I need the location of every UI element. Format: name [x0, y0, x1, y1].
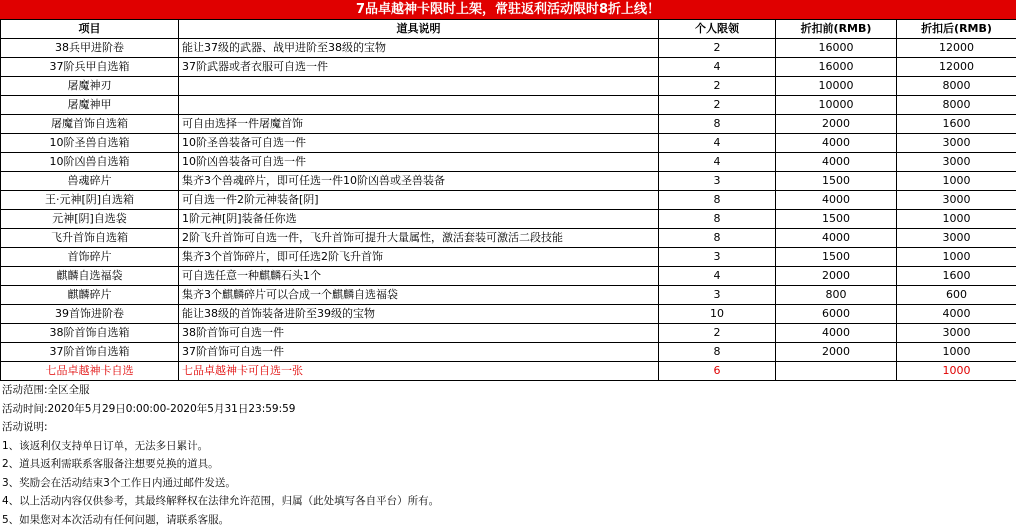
- cell-price-after: 1000: [897, 248, 1016, 267]
- cell-desc: 10阶圣兽装备可自选一件: [179, 134, 659, 153]
- col-header-limit: 个人限领: [659, 20, 776, 39]
- table-row: [1, 191, 1016, 210]
- cell-limit: 6: [659, 362, 776, 381]
- note-item: 2、道具返利需联系客服备注想要兑换的道具。: [2, 455, 1012, 474]
- table-row: [1, 305, 1016, 324]
- cell-limit: 2: [659, 96, 776, 115]
- note-heading: 活动说明:: [2, 418, 1012, 437]
- cell-price-after: 8000: [897, 77, 1016, 96]
- note-scope: 活动范围:全区全服: [2, 381, 1012, 400]
- cell-limit: 2: [659, 39, 776, 58]
- cell-desc: 1阶元神[阴]装备任你选: [179, 210, 659, 229]
- table-row: [1, 77, 1016, 96]
- cell-desc: 10阶凶兽装备可自选一件: [179, 153, 659, 172]
- cell-item: 38兵甲进阶卷: [1, 39, 179, 58]
- cell-item: 38阶首饰自选箱: [1, 324, 179, 343]
- cell-item: 元神[阴]自选袋: [1, 210, 179, 229]
- cell-desc: 38阶首饰可自选一件: [179, 324, 659, 343]
- cell-limit: 8: [659, 210, 776, 229]
- cell-item: 37阶首饰自选箱: [1, 343, 179, 362]
- cell-item: 麒麟碎片: [1, 286, 179, 305]
- cell-desc: 能让38级的首饰装备进阶至39级的宝物: [179, 305, 659, 324]
- cell-price-before: 4000: [776, 134, 897, 153]
- cell-price-after: 12000: [897, 58, 1016, 77]
- cell-limit: 8: [659, 115, 776, 134]
- note-item: 5、如果您对本次活动有任何问题，请联系客服。: [2, 511, 1012, 529]
- col-header-desc: 道具说明: [179, 20, 659, 39]
- cell-item: 39首饰进阶卷: [1, 305, 179, 324]
- cell-price-before: 10000: [776, 96, 897, 115]
- cell-price-after: 1000: [897, 172, 1016, 191]
- col-header-item: 项目: [1, 20, 179, 39]
- cell-price-before: 2000: [776, 267, 897, 286]
- cell-desc: 集齐3个首饰碎片，即可任选2阶飞升首饰: [179, 248, 659, 267]
- cell-desc: 可自选一件2阶元神装备[阴]: [179, 191, 659, 210]
- cell-price-before: 1500: [776, 210, 897, 229]
- cell-limit: 10: [659, 305, 776, 324]
- cell-price-after: 12000: [897, 39, 1016, 58]
- cell-price-after: 1000: [897, 210, 1016, 229]
- table-row: [1, 267, 1016, 286]
- cell-desc: [179, 96, 659, 115]
- cell-item: 10阶圣兽自选箱: [1, 134, 179, 153]
- cell-desc: 可自由选择一件屠魔首饰: [179, 115, 659, 134]
- table-header-row: [1, 20, 1016, 39]
- cell-desc: 七品卓越神卡可自选一张: [179, 362, 659, 381]
- activity-notes: [2, 381, 1012, 529]
- cell-desc: 集齐3个麒麟碎片可以合成一个麒麟自选福袋: [179, 286, 659, 305]
- cell-limit: 3: [659, 286, 776, 305]
- cell-limit: 4: [659, 267, 776, 286]
- cell-limit: 4: [659, 58, 776, 77]
- cell-item: 屠魔神刃: [1, 77, 179, 96]
- table-row: [1, 229, 1016, 248]
- cell-limit: 2: [659, 77, 776, 96]
- cell-item: 屠魔首饰自选箱: [1, 115, 179, 134]
- table-row: [1, 172, 1016, 191]
- cell-desc: 集齐3个兽魂碎片，即可任选一件10阶凶兽或圣兽装备: [179, 172, 659, 191]
- cell-price-after: 4000: [897, 305, 1016, 324]
- rebate-items-table: [0, 19, 1016, 381]
- cell-price-before: 4000: [776, 153, 897, 172]
- cell-price-after: 3000: [897, 324, 1016, 343]
- cell-price-after: 3000: [897, 153, 1016, 172]
- cell-price-before: 1500: [776, 248, 897, 267]
- cell-item: 37阶兵甲自选箱: [1, 58, 179, 77]
- table-row: [1, 96, 1016, 115]
- cell-price-before: 4000: [776, 324, 897, 343]
- cell-price-after: 1600: [897, 267, 1016, 286]
- note-item: 3、奖励会在活动结束3个工作日内通过邮件发送。: [2, 474, 1012, 493]
- cell-price-after: 8000: [897, 96, 1016, 115]
- col-header-price-after: 折扣后(RMB): [897, 20, 1016, 39]
- cell-item: 麒麟自选福袋: [1, 267, 179, 286]
- cell-price-before: 10000: [776, 77, 897, 96]
- cell-price-before: 800: [776, 286, 897, 305]
- cell-price-after: 1000: [897, 343, 1016, 362]
- table-row: [1, 153, 1016, 172]
- table-row: [1, 39, 1016, 58]
- cell-price-before: 16000: [776, 58, 897, 77]
- cell-item: 七品卓越神卡自选: [1, 362, 179, 381]
- promo-banner: 7品卓越神卡限时上架，常驻返利活动限时8折上线！: [0, 0, 1016, 19]
- cell-price-before: 4000: [776, 229, 897, 248]
- cell-price-after: 1600: [897, 115, 1016, 134]
- table-row: [1, 58, 1016, 77]
- cell-price-before: 2000: [776, 115, 897, 134]
- table-row: [1, 115, 1016, 134]
- cell-price-after: 3000: [897, 191, 1016, 210]
- cell-price-after: 1000: [897, 362, 1016, 381]
- table-row: [1, 362, 1016, 381]
- cell-limit: 2: [659, 324, 776, 343]
- cell-price-after: 3000: [897, 229, 1016, 248]
- cell-price-before: [776, 362, 897, 381]
- cell-limit: 4: [659, 134, 776, 153]
- cell-price-before: 1500: [776, 172, 897, 191]
- cell-limit: 8: [659, 191, 776, 210]
- cell-item: 10阶凶兽自选箱: [1, 153, 179, 172]
- table-row: [1, 343, 1016, 362]
- table-row: [1, 286, 1016, 305]
- cell-price-before: 2000: [776, 343, 897, 362]
- note-item: 1、该返利仅支持单日订单，无法多日累计。: [2, 437, 1012, 456]
- cell-item: 屠魔神甲: [1, 96, 179, 115]
- cell-item: 王·元神[阴]自选箱: [1, 191, 179, 210]
- cell-desc: 2阶飞升首饰可自选一件，飞升首饰可提升大量属性，激活套装可激活二段技能: [179, 229, 659, 248]
- cell-limit: 3: [659, 248, 776, 267]
- table-row: [1, 134, 1016, 153]
- table-row: [1, 210, 1016, 229]
- note-item: 4、以上活动内容仅供参考，其最终解释权在法律允许范围，归属（此处填写各自平台）所有。: [2, 492, 1012, 511]
- note-time: 活动时间:2020年5月29日0:00:00-2020年5月31日23:59:59: [2, 400, 1012, 419]
- cell-price-after: 3000: [897, 134, 1016, 153]
- cell-item: 兽魂碎片: [1, 172, 179, 191]
- cell-desc: 能让37级的武器、战甲进阶至38级的宝物: [179, 39, 659, 58]
- cell-desc: 可自选任意一种麒麟石头1个: [179, 267, 659, 286]
- cell-price-before: 6000: [776, 305, 897, 324]
- cell-price-after: 600: [897, 286, 1016, 305]
- cell-limit: 8: [659, 343, 776, 362]
- cell-desc: 37阶武器或者衣服可自选一件: [179, 58, 659, 77]
- table-row: [1, 248, 1016, 267]
- cell-item: 首饰碎片: [1, 248, 179, 267]
- cell-price-before: 4000: [776, 191, 897, 210]
- cell-item: 飞升首饰自选箱: [1, 229, 179, 248]
- table-row: [1, 324, 1016, 343]
- cell-limit: 3: [659, 172, 776, 191]
- cell-limit: 8: [659, 229, 776, 248]
- cell-limit: 4: [659, 153, 776, 172]
- col-header-price-before: 折扣前(RMB): [776, 20, 897, 39]
- cell-price-before: 16000: [776, 39, 897, 58]
- cell-desc: [179, 77, 659, 96]
- cell-desc: 37阶首饰可自选一件: [179, 343, 659, 362]
